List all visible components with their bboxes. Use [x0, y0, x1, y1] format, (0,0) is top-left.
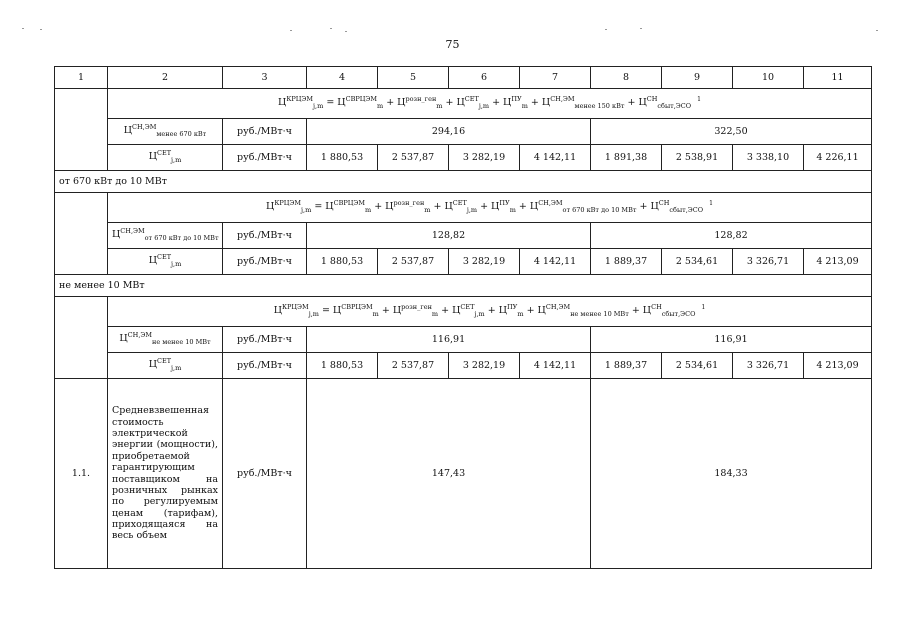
footnote-mark: 1 — [709, 200, 713, 208]
empty-index-cell — [55, 297, 108, 379]
column-header: 2 — [108, 67, 223, 89]
footnote-mark: 1 — [701, 304, 706, 312]
value-cell: 1 880,53 — [307, 249, 378, 275]
value-cell: 1 891,38 — [591, 145, 662, 171]
column-header: 7 — [520, 67, 591, 89]
symbol-label: $Ц^{СН,ЭМ}_{менее 670 кВт}$ — [108, 119, 223, 145]
table-row — [55, 249, 872, 275]
column-header: 8 — [591, 67, 662, 89]
column-header: 10 — [733, 67, 804, 89]
symbol-label: $Ц^{СН,ЭМ}_{не менее 10 МВт}$ — [108, 327, 223, 353]
value-cell: 2 537,87 — [378, 249, 449, 275]
value-cell: 116,91 — [307, 327, 591, 353]
section-title: от 670 кВт до 10 МВт — [55, 171, 872, 193]
value-cell: 3 326,71 — [733, 353, 804, 379]
value-cell: 128,82 — [307, 223, 591, 249]
value-cell: 294,16 — [307, 119, 591, 145]
symbol-label: $Ц^{СН,ЭМ}_{от 670 кВт до 10 МВт}$ — [108, 223, 223, 249]
column-header: 4 — [307, 67, 378, 89]
unit-cell: руб./МВт·ч — [223, 145, 307, 171]
scan-artifacts — [0, 26, 905, 34]
unit-cell: руб./МВт·ч — [223, 119, 307, 145]
unit-cell: руб./МВт·ч — [223, 327, 307, 353]
unit-cell: руб./МВт·ч — [223, 353, 307, 379]
value-cell: 3 282,19 — [449, 249, 520, 275]
value-cell: 184,33 — [591, 379, 872, 569]
value-cell: 4 142,11 — [520, 249, 591, 275]
section-title-row — [55, 171, 872, 193]
value-cell: 2 538,91 — [662, 145, 733, 171]
unit-cell: руб./МВт·ч — [223, 379, 307, 569]
column-header: 5 — [378, 67, 449, 89]
value-cell: 128,82 — [591, 223, 872, 249]
column-header-row — [55, 67, 872, 89]
value-cell: 3 338,10 — [733, 145, 804, 171]
column-header: 3 — [223, 67, 307, 89]
value-cell: 1 880,53 — [307, 145, 378, 171]
value-cell: 1 889,37 — [591, 353, 662, 379]
value-cell: 147,43 — [307, 379, 591, 569]
value-cell: 2 534,61 — [662, 353, 733, 379]
column-header: 11 — [804, 67, 872, 89]
table-row — [55, 119, 872, 145]
table-row — [55, 327, 872, 353]
column-header: 6 — [449, 67, 520, 89]
price-formula: $Ц^{КРЦЭМ}_{j,m} = Ц^{СВРЦЭМ}_m + Ц^{розн\_ген}_m + Ц^{СЕТ}_{j,m} + Ц^{ПУ}_m + Ц^{СН,ЭМ}_{менее 150 кВт} + Ц^{СН}_{сбыт,ЭСО}$ $^1$ — [108, 89, 872, 119]
value-cell: 322,50 — [591, 119, 872, 145]
section-title: не менее 10 МВт — [55, 275, 872, 297]
table-row — [55, 145, 872, 171]
symbol-label: $Ц^{СЕТ}_{j,m}$ — [108, 249, 223, 275]
value-cell: 2 534,61 — [662, 249, 733, 275]
table-row — [55, 353, 872, 379]
item-description: Средневзвешенная стоимость электрической энергии (мощности), приобретаемой гарантирующим поставщиком на розничных рынках по регулируемым ценам (тарифам), приходящаяся на весь объем — [108, 379, 223, 569]
value-cell: 3 326,71 — [733, 249, 804, 275]
table-row — [55, 379, 872, 569]
value-cell: 1 880,53 — [307, 353, 378, 379]
footnote-mark: 1 — [697, 96, 701, 104]
value-cell: 4 226,11 — [804, 145, 872, 171]
section-title-row — [55, 275, 872, 297]
column-header: 9 — [662, 67, 733, 89]
formula-row — [55, 297, 872, 327]
price-formula: $Ц^{КРЦЭМ}_{j,m} = Ц^{СВРЦЭМ}_m + Ц^{розн\_ген}_m + Ц^{СЕТ}_{j,m} + Ц^{ПУ}_m + Ц^{СН,ЭМ}_{не менее 10 МВт} + Ц^{СН}_{сбыт,ЭСО}$ $^1$ — [108, 297, 872, 327]
column-header: 1 — [55, 67, 108, 89]
value-cell: 3 282,19 — [449, 145, 520, 171]
value-cell: 4 213,09 — [804, 249, 872, 275]
table-row — [55, 223, 872, 249]
price-formula: $Ц^{КРЦЭМ}_{j,m} = Ц^{СВРЦЭМ}_m + Ц^{розн\_ген}_m + Ц^{СЕТ}_{j,m} + Ц^{ПУ}_m + Ц^{СН,ЭМ}_{от 670 кВт до 10 МВт} + Ц^{СН}_{сбыт,ЭСО}$ $^1$ — [108, 193, 872, 223]
tariff-table — [54, 66, 872, 569]
value-cell: 116,91 — [591, 327, 872, 353]
value-cell: 4 142,11 — [520, 353, 591, 379]
value-cell: 3 282,19 — [449, 353, 520, 379]
value-cell: 1 889,37 — [591, 249, 662, 275]
value-cell: 4 213,09 — [804, 353, 872, 379]
symbol-label: $Ц^{СЕТ}_{j,m}$ — [108, 353, 223, 379]
empty-index-cell — [55, 89, 108, 171]
unit-cell: руб./МВт·ч — [223, 249, 307, 275]
formula-row — [55, 89, 872, 119]
value-cell: 2 537,87 — [378, 145, 449, 171]
formula-row — [55, 193, 872, 223]
empty-index-cell — [55, 193, 108, 275]
item-number: 1.1. — [55, 379, 108, 569]
value-cell: 4 142,11 — [520, 145, 591, 171]
unit-cell: руб./МВт·ч — [223, 223, 307, 249]
page-number: 75 — [445, 38, 460, 51]
symbol-label: $Ц^{СЕТ}_{j,m}$ — [108, 145, 223, 171]
value-cell: 2 537,87 — [378, 353, 449, 379]
